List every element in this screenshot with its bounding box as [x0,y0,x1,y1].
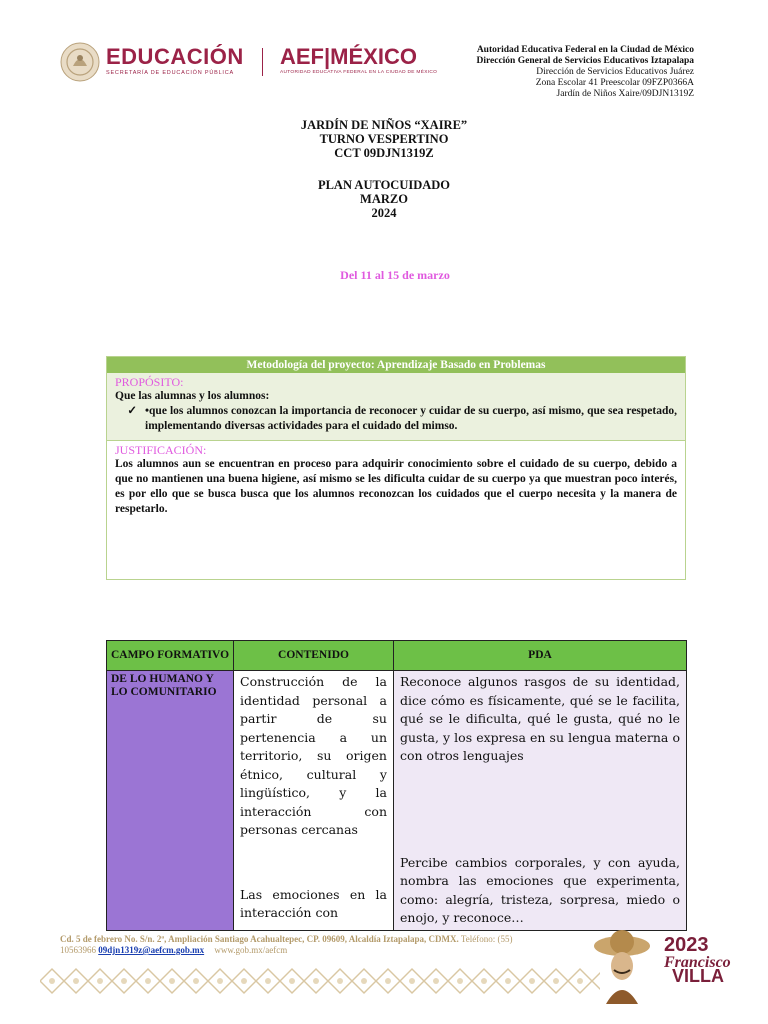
aef-logo-text: AEF|MÉXICO [280,44,417,69]
address-line-5: Jardín de Niños Xaire/09DJN1319Z [556,89,694,99]
table-row [107,671,687,931]
plan-name: PLAN AUTOCUIDADO [317,178,451,192]
plan-month: MARZO [360,192,408,206]
pda-paragraph-2: Percibe cambios corporales, y con ayuda, nombra las emociones que experimenta, como: alegría, tristeza, sorpresa, miedo o enojo, y reconoce… [400,854,680,925]
date-range: Del 11 al 15 de marzo [340,268,450,282]
methodology-box [106,356,686,580]
header-pda: PDA [394,641,687,671]
school-title-block [0,118,768,160]
footer-web: www.gob.mx/aefcm [214,945,288,955]
checkmark-icon: ✓ [127,405,137,417]
educacion-logo-text: EDUCACIÓN [106,44,244,69]
school-shift: TURNO VESPERTINO [319,132,449,146]
educacion-logo-subtitle: SECRETARÍA DE EDUCACIÓN PÚBLICA [106,70,234,76]
pda-paragraph-1: Reconoce algunos rasgos de su identidad, dice cómo es físicamente, qué se le facilita, qué se le dificulta, qué le gusta, qué no le gusta, y los expresa en su lengua materna o con otros lenguajes [400,674,680,763]
justification-section [107,441,685,519]
purpose-bullet [115,404,677,434]
aef-logo-subtitle: AUTORIDAD EDUCATIVA FEDERAL EN LA CIUDAD DE MÉXICO [280,70,438,75]
school-name: JARDÍN DE NIÑOS “XAIRE” [300,118,468,132]
address-line-2: Dirección General de Servicios Educativos Iztapalapa [476,56,694,66]
contenido-paragraph-2: Las emociones en la interacción con [240,886,387,920]
justification-text: Los alumnos aun se encuentran en proceso para adquirir conocimiento sobre el cuidado de su cuerpo, debido a que no mantienen una buena higiene, así mismo se les dificulta cuidar de su cuerpo ya que muestran poco interés, es por ello que se busca busca que los alumnos reconozcan los cuidados que el cuerpo necesita y la manera de respetarlo. [115,458,677,515]
justification-label: JUSTIFICACIÓN: [115,443,207,457]
purpose-label: PROPÓSITO: [115,375,184,389]
document-footer [60,934,520,956]
contenido-paragraph-1: Construcción de la identidad personal a partir de su pertenencia a un territorio, su origen étnico, cultural y lingüístico, y la interacción con personas cercanas [240,674,387,837]
plan-title-block [0,178,768,220]
address-line-3: Dirección de Servicios Educativos Juárez [536,67,694,77]
villa-logo-year: 2023 [664,934,709,956]
cell-pda [394,671,687,931]
school-cct: CCT 09DJN1319Z [334,146,434,160]
address-line-1: Autoridad Educativa Federal en la Ciudad de México [476,45,694,55]
villa-logo-name: Francisco [664,954,731,971]
document-header [0,0,768,110]
plan-year: 2024 [371,206,397,220]
villa-logo-surname: VILLA [672,966,724,986]
cell-campo-formativo: DE LO HUMANO Y LO COMUNITARIO [107,671,234,931]
address-line-4: Zona Escolar 41 Preescolar 09FZP0366A [535,78,694,88]
decorative-pattern-band [40,966,600,996]
header-campo-formativo: CAMPO FORMATIVO [107,641,234,671]
logo-divider [262,48,263,76]
footer-address: Cd. 5 de febrero No. S/n. 2ª, Ampliación Santiago Acahualtepec, CP. 09609, Alcaldía Iztapalapa, CDMX. [60,934,459,944]
purpose-section [107,373,685,441]
footer-email-link[interactable]: 09djn1319z@aefcm.gob.mx [98,945,205,955]
purpose-intro: Que las alumnas y los alumnos: [115,390,270,402]
footer-phone: Teléfono: (55) 10563966 [60,934,513,955]
header-contenido: CONTENIDO [234,641,394,671]
mexico-seal-icon [60,42,100,82]
cell-contenido [234,671,394,931]
methodology-heading: Metodología del proyecto: Aprendizaje Basado en Problemas [107,357,685,373]
table-header-row [107,641,687,671]
purpose-bullet-text: •que los alumnos conozcan la importancia de reconocer y cuidar de su cuerpo, así mismo, que sea respetado, implementando diversas actividades para el cuidado del mimso. [145,405,677,432]
institution-address [476,45,694,100]
curriculum-table [106,640,687,931]
